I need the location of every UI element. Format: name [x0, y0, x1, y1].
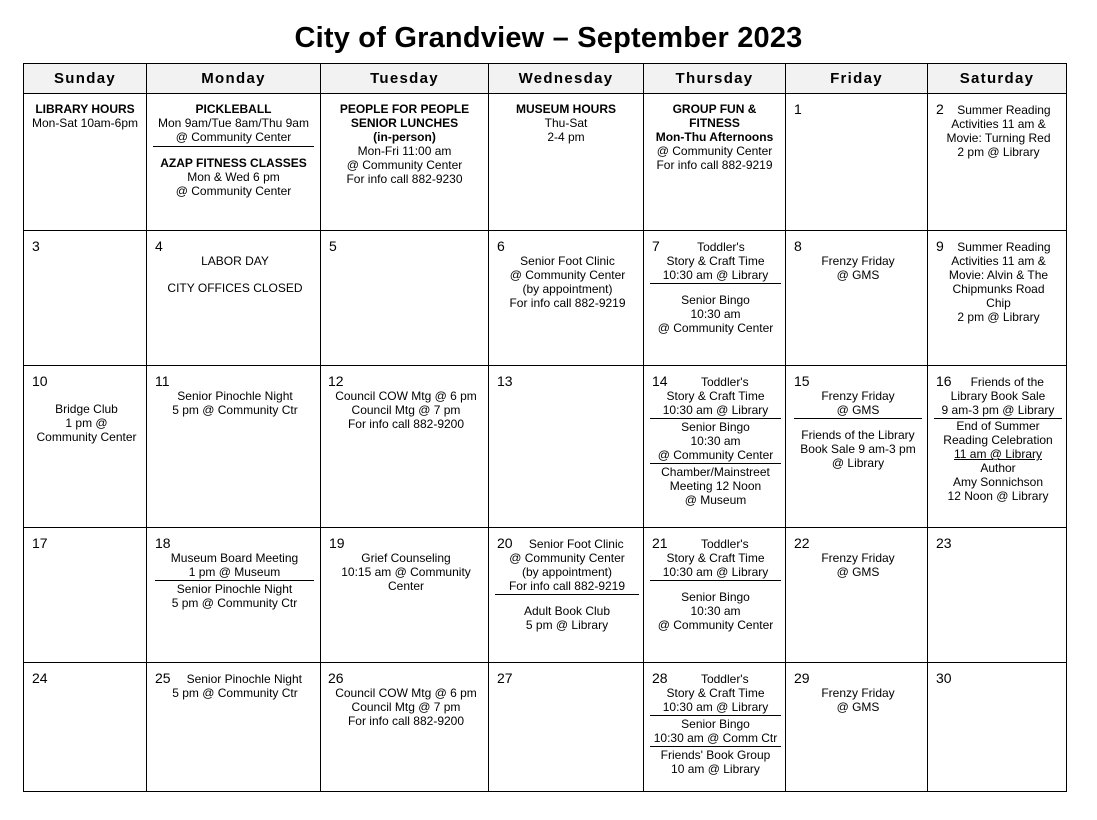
- day-number: 20: [497, 535, 513, 551]
- day-number: 23: [936, 535, 952, 551]
- day-cell-17: [24, 528, 147, 663]
- day-cell-30: [928, 663, 1067, 792]
- day-cell-24: [24, 663, 147, 792]
- event-line: Grief Counseling: [361, 551, 451, 565]
- fun-info: For info call 882-9219: [656, 158, 773, 172]
- fun-place: @ Community Center: [656, 144, 773, 158]
- event-line: Community Center: [36, 430, 137, 444]
- day-cell-29: [786, 663, 928, 792]
- event-line: Author: [980, 461, 1016, 475]
- week-row-4: [24, 528, 1067, 663]
- event-line: LABOR DAY: [201, 254, 269, 268]
- divider: [794, 418, 922, 419]
- page-title: City of Grandview – September 2023: [294, 22, 803, 54]
- event-line: 10:30 am: [690, 604, 741, 618]
- fun-title-3: Mon-Thu Afternoons: [655, 130, 774, 144]
- weekday-saturday: Saturday: [928, 64, 1067, 94]
- event-line: Senior Pinochle Night: [186, 672, 302, 686]
- info-cell-library: [24, 94, 147, 231]
- day-cell-6: [489, 231, 644, 366]
- day-number: 3: [32, 238, 40, 254]
- event-line: Toddler's: [697, 240, 745, 254]
- museum-title: MUSEUM HOURS: [515, 102, 616, 116]
- event-line: Senior Bingo: [681, 717, 750, 731]
- day-cell-15: [786, 366, 928, 528]
- museum-time: 2-4 pm: [547, 130, 585, 144]
- event-line: Friends of the Library: [801, 428, 915, 442]
- divider: [155, 580, 314, 581]
- event-line: Summer Reading: [957, 240, 1051, 254]
- event-line: Council Mtg @ 7 pm: [351, 403, 461, 417]
- event-line: Toddler's: [700, 672, 749, 686]
- divider: [650, 715, 781, 716]
- event-line: Meeting 12 Noon: [669, 479, 762, 493]
- event-line: 10:30 am @ Library: [662, 565, 769, 579]
- event-line: Activities 11 am &: [951, 117, 1046, 131]
- event-line: Museum Board Meeting: [170, 551, 299, 565]
- event-line: Story & Craft Time: [666, 686, 765, 700]
- divider: [650, 746, 781, 747]
- day-number: 29: [794, 670, 810, 686]
- event-line: Story & Craft Time: [666, 389, 765, 403]
- day-cell-4: [147, 231, 321, 366]
- divider: [650, 463, 781, 464]
- divider: [153, 146, 314, 147]
- day-number: 28: [652, 670, 668, 686]
- event-line: Library Book Sale: [950, 389, 1046, 403]
- event-line: 11 am @ Library: [954, 447, 1042, 461]
- event-line: Summer Reading: [957, 103, 1051, 117]
- event-line: @ GMS: [836, 403, 880, 417]
- event-line: Reading Celebration: [943, 433, 1053, 447]
- lunch-place: @ Community Center: [346, 158, 463, 172]
- weekday-monday: Monday: [147, 64, 321, 94]
- day-number: 12: [328, 373, 344, 389]
- event-line: Chamber/Mainstreet: [661, 465, 770, 479]
- day-number: 15: [794, 373, 810, 389]
- event-line: (by appointment): [522, 282, 613, 296]
- event-line: Senior Pinochle Night: [176, 582, 293, 596]
- day-cell-2: [928, 94, 1067, 231]
- event-line: Senior Bingo: [681, 293, 750, 307]
- day-cell-25: [147, 663, 321, 792]
- museum-days: Thu-Sat: [544, 116, 588, 130]
- event-line: @ Library: [831, 456, 885, 470]
- event-line: For info call 882-9200: [347, 417, 465, 431]
- weekday-wednesday: Wednesday: [489, 64, 644, 94]
- event-line: @ Community Center: [509, 551, 625, 565]
- week-row-3: [24, 366, 1067, 528]
- event-line: Chip: [986, 296, 1011, 310]
- day-number: 13: [497, 373, 513, 389]
- day-number: 10: [32, 373, 48, 389]
- pickleball-times: Mon 9am/Tue 8am/Thu 9am: [158, 116, 309, 130]
- calendar-grid: [23, 63, 1067, 792]
- day-cell-9: [928, 231, 1067, 366]
- divider: [495, 594, 639, 595]
- event-line: 10:30 am @ Library: [662, 700, 769, 714]
- event-line: CITY OFFICES CLOSED: [167, 281, 303, 295]
- event-line: 5 pm @ Community Ctr: [172, 403, 298, 417]
- event-line: Frenzy Friday: [821, 686, 895, 700]
- event-line: For info call 882-9200: [347, 714, 465, 728]
- event-line: 10:30 am @ Library: [662, 268, 769, 282]
- info-cell-pickleball: [147, 94, 321, 231]
- event-line: Amy Sonnichson: [952, 475, 1044, 489]
- day-cell-11: [147, 366, 321, 528]
- event-line: @ Community Center: [657, 321, 774, 335]
- event-line: @ Community Center: [657, 618, 774, 632]
- day-number: 24: [32, 670, 48, 686]
- week-row-1: [24, 94, 1067, 231]
- week-row-2: [24, 231, 1067, 366]
- day-cell-5: [321, 231, 489, 366]
- day-cell-19: [321, 528, 489, 663]
- day-number: 25: [155, 670, 171, 686]
- day-number: 4: [155, 238, 163, 254]
- day-cell-12: [321, 366, 489, 528]
- event-line: Senior Bingo: [681, 590, 750, 604]
- event-line: 2 pm @ Library: [957, 145, 1040, 159]
- pickleball-place: @ Community Center: [175, 130, 292, 144]
- day-number: 7: [652, 238, 660, 254]
- event-line: 12 Noon @ Library: [947, 489, 1049, 503]
- day-number: 17: [32, 535, 48, 551]
- azap-times: Mon & Wed 6 pm: [187, 170, 280, 184]
- event-line: Senior Foot Clinic: [520, 254, 615, 268]
- day-cell-16: [928, 366, 1067, 528]
- day-cell-21: [644, 528, 786, 663]
- event-line: 1 pm @: [65, 416, 108, 430]
- event-line: 5 pm @ Community Ctr: [172, 686, 298, 700]
- day-number: 2: [936, 101, 944, 117]
- weekday-friday: Friday: [786, 64, 928, 94]
- day-number: 11: [155, 373, 170, 389]
- day-number: 8: [794, 238, 802, 254]
- fun-title-1: GROUP FUN &: [672, 102, 757, 116]
- event-line: 10:30 am: [690, 307, 741, 321]
- event-line: Frenzy Friday: [821, 551, 895, 565]
- day-cell-13: [489, 366, 644, 528]
- lunch-time: Mon-Fri 11:00 am: [357, 144, 452, 158]
- info-cell-museum: [489, 94, 644, 231]
- event-line: (by appointment): [521, 565, 613, 579]
- weekday-sunday: Sunday: [24, 64, 147, 94]
- event-line: Frenzy Friday: [821, 389, 895, 403]
- day-cell-14: [644, 366, 786, 528]
- event-line: Activities 11 am &: [951, 254, 1046, 268]
- divider: [650, 283, 781, 284]
- lunch-info: For info call 882-9230: [346, 172, 463, 186]
- library-hours-title: LIBRARY HOURS: [35, 102, 135, 116]
- event-line: Senior Foot Clinic: [528, 537, 624, 551]
- event-line: Story & Craft Time: [666, 254, 765, 268]
- pickleball-title: PICKLEBALL: [195, 102, 272, 116]
- event-line: @ GMS: [836, 565, 880, 579]
- day-number: 16: [936, 373, 952, 389]
- event-line: 5 pm @ Library: [525, 618, 609, 632]
- weekday-tuesday: Tuesday: [321, 64, 489, 94]
- event-line: Adult Book Club: [523, 604, 611, 618]
- day-number: 30: [936, 670, 952, 686]
- event-line: Book Sale 9 am-3 pm: [800, 442, 916, 456]
- weekday-header-row: [24, 64, 1067, 94]
- day-cell-10: [24, 366, 147, 528]
- lunch-title-1: PEOPLE FOR PEOPLE: [339, 102, 470, 116]
- day-number: 26: [328, 670, 344, 686]
- event-line: 10:15 am @ Community: [341, 565, 471, 579]
- azap-title: AZAP FITNESS CLASSES: [160, 156, 307, 170]
- event-line: @ Museum: [684, 493, 747, 507]
- event-line: 10:30 am @ Library: [662, 403, 769, 417]
- event-line: Movie: Alvin & The: [948, 268, 1049, 282]
- event-line: Chipmunks Road: [952, 282, 1045, 296]
- lunch-title-3: (in-person): [373, 130, 436, 144]
- event-line: Council COW Mtg @ 6 pm: [335, 686, 477, 700]
- event-line: For info call 882-9219: [508, 579, 626, 593]
- event-line: Frenzy Friday: [821, 254, 895, 268]
- event-line: Friends' Book Group: [660, 748, 771, 762]
- day-cell-8: [786, 231, 928, 366]
- event-line: 9 am-3 pm @ Library: [941, 403, 1055, 417]
- event-line: Senior Bingo: [681, 420, 750, 434]
- divider: [650, 418, 781, 419]
- week-row-5: [24, 663, 1067, 792]
- event-line: Toddler's: [700, 537, 749, 551]
- weekday-thursday: Thursday: [644, 64, 786, 94]
- day-number: 19: [329, 535, 345, 551]
- day-cell-28: [644, 663, 786, 792]
- event-line: 1 pm @ Museum: [188, 565, 281, 579]
- info-cell-lunches: [321, 94, 489, 231]
- day-cell-23: [928, 528, 1067, 663]
- day-number: 6: [497, 238, 505, 254]
- event-line: Council COW Mtg @ 6 pm: [335, 389, 477, 403]
- day-cell-20: [489, 528, 644, 663]
- day-cell-26: [321, 663, 489, 792]
- event-line: End of Summer: [956, 419, 1040, 433]
- event-line: Senior Pinochle Night: [177, 389, 293, 403]
- event-line: Friends of the: [970, 375, 1044, 389]
- day-number: 5: [329, 238, 337, 254]
- event-line: 5 pm @ Community Ctr: [171, 596, 298, 610]
- day-cell-7: [644, 231, 786, 366]
- event-line: 2 pm @ Library: [957, 310, 1040, 324]
- event-line: @ GMS: [836, 268, 880, 282]
- event-line: 10:30 am @ Comm Ctr: [653, 731, 778, 745]
- day-number: 18: [155, 535, 171, 551]
- event-line: Bridge Club: [55, 402, 118, 416]
- day-cell-27: [489, 663, 644, 792]
- day-number: 22: [794, 535, 810, 551]
- day-cell-22: [786, 528, 928, 663]
- day-cell-3: [24, 231, 147, 366]
- day-cell-1: [786, 94, 928, 231]
- event-line: 10:30 am: [690, 434, 741, 448]
- event-line: Toddler's: [700, 375, 749, 389]
- event-line: @ GMS: [836, 700, 880, 714]
- event-line: Story & Craft Time: [666, 551, 765, 565]
- event-line: 10 am @ Library: [671, 762, 760, 776]
- azap-place: @ Community Center: [175, 184, 292, 198]
- day-number: 9: [936, 238, 944, 254]
- event-line: Movie: Turning Red: [946, 131, 1051, 145]
- event-line: @ Community Center: [509, 268, 626, 282]
- event-line: Council Mtg @ 7 pm: [351, 700, 461, 714]
- day-number: 14: [652, 373, 668, 389]
- library-hours-text: Mon-Sat 10am-6pm: [31, 116, 139, 130]
- day-cell-18: [147, 528, 321, 663]
- lunch-title-2: SENIOR LUNCHES: [350, 116, 459, 130]
- event-line: Center: [387, 579, 425, 593]
- info-cell-group-fun: [644, 94, 786, 231]
- day-number: 21: [652, 535, 668, 551]
- event-line: @ Community Center: [657, 448, 774, 462]
- divider: [650, 580, 781, 581]
- day-number: 1: [794, 101, 802, 117]
- day-number: 27: [497, 670, 513, 686]
- event-line: For info call 882-9219: [509, 296, 626, 310]
- fun-title-2: FITNESS: [689, 116, 740, 130]
